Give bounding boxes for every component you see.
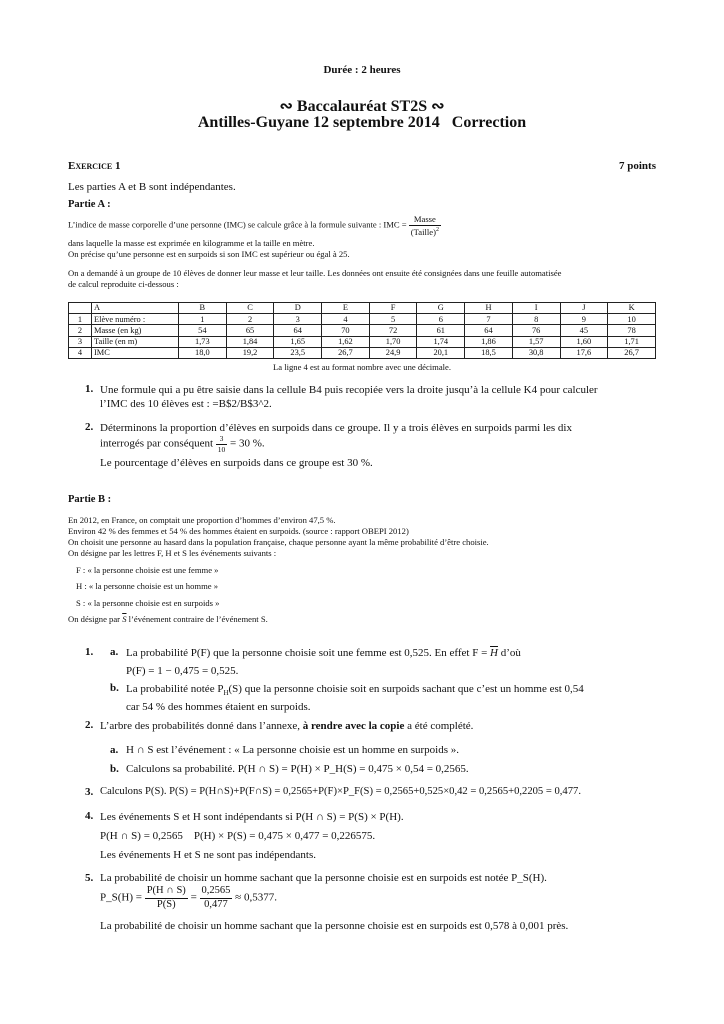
partA-q1-line2: l’IMC des 10 élèves est : =B$2/B$3^2. (100, 398, 272, 410)
exercise-label: Exercice 1 (68, 160, 121, 172)
q5-f1-num: P(H ∩ S) (145, 886, 188, 899)
q5-fraction2 (200, 886, 233, 910)
table-cell: 1,65 (274, 336, 322, 347)
partB-line5 (68, 614, 268, 625)
partA-q1 (100, 383, 598, 411)
q5-f2-num: 0,2565 (200, 886, 233, 899)
partB-line4: On désigne par les lettres F, H et S les événements suivants : (68, 548, 277, 558)
partA-q2-line3: Le pourcentage d’élèves en surpoids dans ce groupe est 30 %. (100, 457, 373, 469)
partB-q1b-text2: (S) que la personne choisie soit en surpoids sachant que c’est un homme est 0,54 (228, 683, 584, 695)
imc-numerator: Masse (409, 215, 441, 226)
table-cell: 1,86 (465, 336, 513, 347)
table-row (69, 336, 656, 347)
imc-denominator: (Taille) (410, 226, 436, 237)
partB-line1: En 2012, en France, on comptait une proportion d’hommes d’environ 47,5 %. (68, 515, 336, 525)
table-row (69, 314, 656, 325)
table-header-cell: D (274, 303, 322, 314)
table-caption: La ligne 4 est au format nombre avec une décimale. (272, 362, 451, 372)
table-cell: 1,57 (512, 336, 560, 347)
table-cell: 64 (274, 325, 322, 336)
question-number: 2. (85, 421, 94, 433)
partB-q4-line3: Les événements H et S ne sont pas indépendants. (100, 849, 316, 861)
table-cell: 64 (465, 325, 513, 336)
table-cell: 54 (179, 325, 227, 336)
table-cell: 4 (322, 314, 370, 325)
table-row (69, 325, 656, 336)
page-subtitle: Antilles-Guyane 12 septembre 2014 Correction (197, 114, 527, 131)
q5-equals: = (190, 891, 197, 904)
table-cell: 19,2 (226, 347, 274, 358)
event-H: H : « la personne choisie est un homme » (76, 581, 219, 591)
s-bar-symbol: $\overline{S}$ (122, 614, 127, 624)
table-cell: 10 (608, 314, 656, 325)
table-header-cell: A (92, 303, 179, 314)
table-cell: 7 (465, 314, 513, 325)
fraction-numerator: 3 (216, 435, 228, 445)
table-cell: 1,84 (226, 336, 274, 347)
table-cell: 1 (179, 314, 227, 325)
event-F: F : « la personne choisie est une femme » (76, 565, 219, 575)
partB-q4 (100, 810, 404, 862)
table-cell: 23,5 (274, 347, 322, 358)
table-cell: 8 (512, 314, 560, 325)
table-cell: Elève numéro : (92, 314, 179, 325)
partA-q1-line1: Une formule qui a pu être saisie dans la cellule B4 puis recopiée vers la droite jusqu’à la cellule K4 pour calculer (100, 384, 598, 396)
table-cell: 1,74 (417, 336, 465, 347)
q5-f1-den: P(S) (156, 898, 176, 910)
table-cell: 70 (322, 325, 370, 336)
partB-q1a (126, 646, 521, 678)
imc-table (68, 302, 656, 359)
table-cell: 1,62 (322, 336, 370, 347)
ornament-right-icon: ∾ (431, 98, 445, 115)
partB-q4-line2: P(H ∩ S) = 0,2565 P(H) × P(S) = 0,475 × 0,477 = 0,226575. (100, 830, 376, 842)
q5-lhs: P_S(H) = (100, 891, 142, 904)
table-header-cell: J (560, 303, 608, 314)
partB-q1a-text2: d’où (500, 647, 521, 659)
table-cell: 1,60 (560, 336, 608, 347)
table-cell: 65 (226, 325, 274, 336)
question-number: 2. (85, 719, 94, 731)
exercise-intro: Les parties A et B sont indépendantes. (68, 181, 236, 193)
table-cell: 24,9 (369, 347, 417, 358)
table-cell: 3 (69, 336, 92, 347)
imc-exponent: 2 (435, 226, 439, 233)
partB-q4-line1: Les événements S et H sont indépendants si P(H ∩ S) = P(S) × P(H). (100, 811, 404, 823)
table-header-cell: B (179, 303, 227, 314)
table-header-cell: C (226, 303, 274, 314)
table-cell: Taille (en m) (92, 336, 179, 347)
table-cell: 6 (417, 314, 465, 325)
h-bar-symbol: $\overline{H}$ (490, 647, 498, 659)
table-cell: 72 (369, 325, 417, 336)
partB-q2 (100, 719, 473, 733)
table-row (69, 347, 656, 358)
partA-q2-text: interrogés par conséquent (100, 437, 214, 450)
partB-q2-bold: à rendre avec la copie (302, 720, 405, 732)
table-cell: IMC (92, 347, 179, 358)
partA-para1: On a demandé à un groupe de 10 élèves de donner leur masse et leur taille. Les données ont ensuite été consignées dans une feuille automatisée (68, 268, 562, 278)
table-cell: 76 (512, 325, 560, 336)
subquestion-label: a. (110, 744, 119, 756)
partB-q2b: Calculons sa probabilité. P(H ∩ S) = P(H) × P_H(S) = 0,475 × 0,54 = 0,2565. (126, 763, 469, 775)
table-header-row (69, 303, 656, 314)
three-tenths-fraction (216, 435, 228, 453)
table-cell: 61 (417, 325, 465, 336)
imc-formula-text: L’indice de masse corporelle d’une personne (IMC) se calcule grâce à la formule suivante : IMC = (68, 219, 407, 230)
imc-fraction (409, 215, 441, 236)
table-cell: 2 (69, 325, 92, 336)
table-cell: 18,5 (465, 347, 513, 358)
partB-line3: On choisit une personne au hasard dans la population française, chaque personne ayant la même probabilité d’être choisie. (68, 537, 489, 547)
subquestion-label: b. (110, 763, 119, 775)
partB-q5-formula (100, 886, 277, 910)
q5-fraction1 (145, 886, 188, 910)
table-header-cell: I (512, 303, 560, 314)
table-header-cell: G (417, 303, 465, 314)
table-cell: 1 (69, 314, 92, 325)
q5-approx: ≈ 0,5377. (235, 891, 277, 904)
table-cell: 3 (274, 314, 322, 325)
fraction-denominator: 10 (217, 444, 226, 454)
partB-q1b-sub: H (223, 689, 229, 698)
table-cell: 1,70 (369, 336, 417, 347)
question-number: 1. (85, 646, 94, 658)
table-header-cell: K (608, 303, 656, 314)
table-cell: 1,71 (608, 336, 656, 347)
question-number: 5. (85, 872, 94, 884)
partA-q2 (100, 421, 572, 470)
table-header-cell (69, 303, 92, 314)
table-cell: 2 (226, 314, 274, 325)
partA-para2: de calcul reproduite ci-dessous : (68, 279, 179, 289)
partA-q2-line2 (100, 435, 572, 453)
event-S: S : « la personne choisie est en surpoids » (76, 598, 220, 608)
table-cell: 26,7 (608, 347, 656, 358)
title-line1: Baccalauréat ST2S (296, 98, 428, 115)
partB-q3: Calculons P(S). P(S) = P(H∩S)+P(F∩S) = 0,2565+P(F)×P_F(S) = 0,2565+0,525×0,42 = 0,2565+0,2205 = 0,477. (100, 786, 581, 797)
q5-f2-den: 0,477 (204, 898, 228, 910)
table-cell: Masse (en kg) (92, 325, 179, 336)
question-number: 1. (85, 383, 94, 395)
partB-q5-line3: La probabilité de choisir un homme sachant que la personne choisie est en surpoids est 0,578 à 0,001 près. (100, 920, 569, 932)
table-cell: 20,1 (417, 347, 465, 358)
partA-title: Partie A : (68, 199, 111, 210)
table-header-cell: F (369, 303, 417, 314)
table-cell: 78 (608, 325, 656, 336)
imc-formula-line (68, 215, 441, 236)
partA-q2-line1: Déterminons la proportion d’élèves en surpoids dans ce groupe. Il y a trois élèves en surpoids parmi les dix (100, 422, 572, 434)
partB-q1b-line2: car 54 % des hommes étaient en surpoids. (126, 701, 311, 714)
partB-line5-text2: l’événement contraire de l’événement S. (128, 614, 268, 624)
partB-q1b (126, 682, 584, 714)
partB-title: Partie B : (68, 494, 112, 505)
question-number: 3. (85, 786, 94, 798)
table-cell: 1,73 (179, 336, 227, 347)
partB-q2-text: L’arbre des probabilités donné dans l’annexe, (100, 720, 300, 732)
table-cell: 30,8 (512, 347, 560, 358)
partA-line3: On précise qu’une personne est en surpoids si son IMC est supérieur ou égal à 25. (68, 249, 350, 259)
ornament-left-icon: ∾ (279, 98, 293, 115)
question-number: 4. (85, 810, 94, 822)
table-cell: 9 (560, 314, 608, 325)
table-cell: 18,0 (179, 347, 227, 358)
partB-q1a-line2: P(F) = 1 − 0,475 = 0,525. (126, 665, 239, 677)
partB-q1a-text: La probabilité P(F) que la personne choisie soit une femme est 0,525. En effet F = (126, 647, 488, 659)
table-cell: 4 (69, 347, 92, 358)
subquestion-label: b. (110, 682, 119, 694)
duration-label: Durée : 2 heures (323, 64, 401, 76)
partB-line2: Environ 42 % des femmes et 54 % des hommes étaient en surpoids. (source : rapport OBEPI 2012) (68, 526, 409, 536)
table-cell: 45 (560, 325, 608, 336)
partB-q5-line1: La probabilité de choisir un homme sachant que la personne choisie est en surpoids est notée P_S(H). (100, 872, 547, 884)
partB-line5-text: On désigne par (68, 614, 121, 624)
partB-q1b-text: La probabilité notée P (126, 683, 224, 695)
table-header-cell: E (322, 303, 370, 314)
exercise-points: 7 points (619, 160, 656, 172)
table-cell: 5 (369, 314, 417, 325)
partB-q2a: H ∩ S est l’événement : « La personne choisie est un homme en surpoids ». (126, 744, 459, 756)
table-header-cell: H (465, 303, 513, 314)
partA-line2: dans laquelle la masse est exprimée en kilogramme et la taille en mètre. (68, 238, 315, 248)
subquestion-label: a. (110, 646, 119, 658)
partA-q2-result: = 30 %. (230, 437, 265, 450)
partB-q2-text2: a été complété. (407, 720, 474, 732)
table-cell: 17,6 (560, 347, 608, 358)
table-cell: 26,7 (322, 347, 370, 358)
